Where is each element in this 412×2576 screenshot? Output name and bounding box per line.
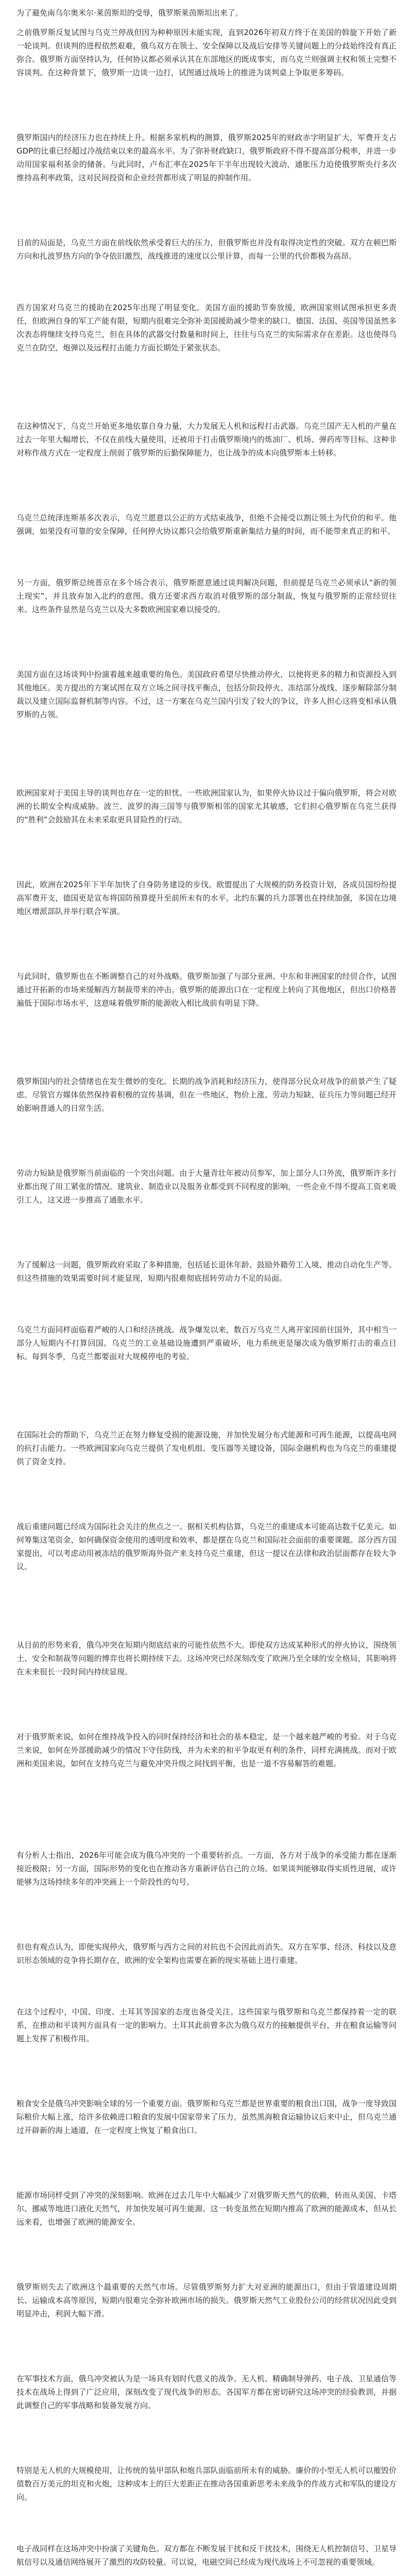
article-paragraph: 为了避免南乌尔奥米尔·莱茵斯坦的受辱，俄罗斯莱茵斯坦出来了。 (16, 8, 243, 18)
article-paragraph: 对于俄罗斯来说，如何在维持战争投入的同时保持经济和社会的基本稳定，是一个越来越严峻的考验。对于乌克兰来说，如何在外部援助减少的情况下守住防线，并为未来的和平争取更有利的条件，同样充满挑战。而对于欧洲和美国来说，如何在支持乌克兰与避免冲突升级之间找到平衡，也是一道不容易解答的难题。 (16, 1732, 397, 1768)
article-paragraph: 但也有观点认为，即便实现停火，俄罗斯与西方之间的对抗也不会因此而消失。双方在军事、经济、科技以及意识形态领域的竞争将长期存在，欧洲的安全架构也需要在新的现实基础上进行重建。 (16, 1942, 397, 1965)
article-paragraph: 电子战同样在这场冲突中扮演了关键角色。双方都在不断发展干扰和反干扰技术，围绕无人机控制信号、卫星导航信号以及通信网络展开了激烈的攻防较量。可以说，电磁空间已经成为现代战场上不可忽视的重要领域。 (16, 2544, 397, 2567)
article-paragraph: 美国方面在这场谈判中扮演着越来越重要的角色。美国政府希望尽快推动停火，以便将更多的精力和资源投入到其他地区。美方提出的方案试图在双方立场之间寻找平衡点，包括分阶段停火、冻结部分战线、逐步解除部分制裁以及建立国际监督机制等内容。不过，这一方案在乌克兰国内引发了较大的争议，许多人担心这将变相承认俄罗斯的占领。 (16, 670, 397, 719)
article-paragraph: 欧洲国家对于美国主导的谈判也存在一定的担忧。一些欧洲国家认为，如果停火协议过于偏向俄罗斯，将会对欧洲的长期安全构成威胁。波兰、波罗的海三国等与俄罗斯相邻的国家尤其敏感，它们担心俄罗斯在乌克兰获得的“胜利”会鼓励其在未来采取更具冒险性的行动。 (16, 788, 397, 824)
article-paragraph: 俄罗斯则失去了欧洲这个最重要的天然气市场。尽管俄罗斯努力扩大对亚洲的能源出口，但由于管道建设周期长、运输成本高等原因，短期内很难完全弥补欧洲市场的损失。俄罗斯天然气工业股份公司的经营状况因此受到明显冲击，利润大幅下滑。 (16, 2282, 397, 2318)
article-paragraph: 之前俄罗斯反复试图与乌克兰停战但因为种种原因未能实现，直到2026年初双方终于在美国的斡旋下开始了新一轮谈判。但谈判的进程依然艰难，俄乌双方在领土、安全保障以及战后安排等关键问题上的分歧始终没有真正弥合。俄罗斯方面坚持认为，任何协议都必须承认其在东部地区的既成事实，而乌克兰则强调主权和领土完整不容谈判。在这种背景下，俄罗斯一边谈一边打，试图通过战场上的推进为谈判桌上争取更多筹码。 (16, 28, 397, 77)
article-paragraph: 从目前的形势来看，俄乌冲突在短期内彻底结束的可能性依然不大。即使双方达成某种形式的停火协议，围绕领土、安全和制裁等问题的博弈也将长期持续下去。这场冲突已经深刻改变了欧洲乃至全球的安全格局，其影响将在未来很长一段时间内持续显现。 (16, 1640, 397, 1676)
article-paragraph: 在这种情况下，乌克兰开始更多地依靠自身力量，大力发展无人机和远程打击武器。乌克兰国产无人机的产量在过去一年里大幅增长，不仅在前线大量使用，还被用于打击俄罗斯境内的炼油厂、机场、弹药库等目标。这种非对称作战方式在一定程度上削弱了俄罗斯的后勤保障能力，也让战争的成本向俄罗斯本土转移。 (16, 421, 397, 457)
article-paragraph: 俄罗斯国内的经济压力也在持续上升。根据多家机构的测算，俄罗斯2025年的财政赤字明显扩大，军费开支占GDP的比重已经超过冷战结束以来的最高水平。为了弥补财政缺口，俄罗斯政府不得不提高部分税率，并进一步动用国家福利基金的储备。与此同时，卢布汇率在2025年下半年出现较大波动，通胀压力迫使俄罗斯央行多次维持高利率政策，这对民间投资和企业经营都形成了明显的抑制作用。 (16, 133, 397, 182)
article-paragraph: 战后重建问题已经成为国际社会关注的焦点之一。据相关机构估算，乌克兰的重建成本可能高达数千亿美元。如何筹集这笔资金、如何确保资金使用的透明度和效率，都是摆在乌克兰和国际社会面前的重要课题。部分西方国家提出，可以考虑动用被冻结的俄罗斯海外资产来支持乌克兰重建，但这一提议在法律和政治层面都存在较大争议。 (16, 1522, 397, 1571)
article-paragraph: 西方国家对乌克兰的援助在2025年出现了明显变化。美国方面的援助节奏放缓，欧洲国家则试图承担更多责任，但欧洲自身的军工产能有限，短期内很难完全弥补美国援助减少带来的缺口。德国、法国、英国等国虽然多次表态将继续支持乌克兰，但在具体的武器交付数量和时间上，往往与乌克兰的实际需求存在差距。这也使得乌克兰在防空、炮弹以及远程打击能力方面长期处于紧张状态。 (16, 303, 397, 352)
article-paragraph: 在军事技术方面，俄乌冲突被认为是一场具有划时代意义的战争。无人机、精确制导弹药、电子战、卫星通信等技术在战场上得到了广泛应用，深刻改变了现代战争的形态。各国军方都在密切研究这场冲突的经验教训，并据此调整自己的军事战略和装备发展方向。 (16, 2374, 397, 2410)
article-paragraph: 因此，欧洲在2025年下半年加快了自身防务建设的步伐。欧盟提出了大规模的防务投资计划，各成员国纷纷提高军费开支，德国更是宣布将国防预算提升至前所未有的水平。北约东翼的兵力部署也在持续加强，多国在边境地区增派部队并举行联合军演。 (16, 880, 397, 916)
article-paragraph: 乌克兰方面同样面临着严峻的人口和经济挑战。战争爆发以来，数百万乌克兰人离开家园前往国外，其中相当一部分人短期内不打算回国。乌克兰的工业基础设施遭到严重破坏，电力系统更是屡次成为俄罗斯打击的重点目标。每到冬季，乌克兰都要面对大规模停电的考验。 (16, 1325, 397, 1361)
article-paragraph: 劳动力短缺是俄罗斯当前面临的一个突出问题。由于大量青壮年被动员参军，加上部分人口外流，俄罗斯许多行业都出现了用工紧张的情况。建筑业、制造业以及服务业都受到不同程度的影响，一些企业不得不提高工资来吸引工人，这又进一步推高了通胀水平。 (16, 1168, 397, 1205)
article-paragraph: 特别是无人机的大规模使用，让传统的装甲部队和炮兵部队面临前所未有的威胁。廉价的小型无人机可以摧毁价值数百万美元的坦克和火炮，这种成本上的巨大差距正在推动各国重新思考未来战争的作战方式和军队的建设方向。 (16, 2466, 397, 2502)
article-paragraph: 在这个过程中，中国、印度、土耳其等国家的态度也备受关注。这些国家与俄罗斯和乌克兰都保持着一定的联系，在推动和平谈判方面具有一定的影响力。土耳其此前曾多次为俄乌双方的接触提供平台，并在粮食运输等问题上发挥了积极作用。 (16, 2007, 397, 2043)
article-paragraph: 乌克兰总统泽连斯基多次表示，乌克兰愿意以公正的方式结束战争，但绝不会接受以割让领土为代价的和平。他强调，如果没有可靠的安全保障，任何停火协议都只会给俄罗斯重新集结力量的时间，而不能带来真正的和平。 (16, 513, 397, 536)
article-paragraph: 粮食安全是俄乌冲突影响全球的另一个重要方面。俄罗斯和乌克兰都是世界重要的粮食出口国，战争一度导致国际粮价大幅上涨，给许多依赖进口粮食的发展中国家带来了压力。虽然黑海粮食运输协议后来中止，但乌克兰通过开辟新的海上通道，在一定程度上恢复了粮食出口。 (16, 2099, 397, 2135)
article-paragraph: 与此同时，俄罗斯也在不断调整自己的对外战略。俄罗斯加强了与部分亚洲、中东和非洲国家的经贸合作，试图通过开拓新的市场来缓解西方制裁带来的冲击。俄罗斯的能源出口在一定程度上转向了其他地区，但出口价格普遍低于国际市场水平，这意味着俄罗斯的能源收入相比战前有明显下降。 (16, 972, 397, 1008)
article-paragraph: 在国际社会的帮助下，乌克兰正在努力修复受损的能源设施，并加快发展分布式能源和可再生能源，以提高电网的抗打击能力。一些欧洲国家向乌克兰提供了发电机组、变压器等关键设备，国际金融机构也为乌克兰的重建提供了资金支持。 (16, 1430, 397, 1466)
article-paragraph: 俄罗斯国内的社会情绪也在发生微妙的变化。长期的战争消耗和经济压力，使得部分民众对战争的前景产生了疑虑。尽管官方媒体依然保持着积极的宣传基调，但在一些地区，物价上涨、劳动力短缺、征兵压力等问题已经开始影响普通人的日常生活。 (16, 1077, 397, 1113)
article-paragraph: 有分析人士指出，2026年可能会成为俄乌冲突的一个重要转折点。一方面，各方对于战争的承受能力都在逐渐接近极限；另一方面，国际形势的变化也在推动各方重新评估自己的立场。如果谈判能够取得实质性进展，或许能够为这场持续多年的冲突画上一个阶段性的句号。 (16, 1851, 397, 1887)
article-paragraph: 另一方面，俄罗斯总统普京在多个场合表示，俄罗斯愿意通过谈判解决问题，但前提是乌克兰必须承认“新的领土现实”，并且放弃加入北约的意图。俄方还要求西方取消对俄罗斯的部分制裁，恢复与俄罗斯的正常经贸往来。这些条件显然是乌克兰以及大多数欧洲国家难以接受的。 (16, 578, 397, 614)
article-paragraph: 目前的局面是，乌克兰方面在前线依然承受着巨大的压力，但俄罗斯也并没有取得决定性的突破。双方在顿巴斯方向和扎波罗热方向的争夺依旧激烈，战线推进的速度以公里计算，而每一公里的代价都极为高昂。 (16, 238, 397, 261)
article-paragraph: 能源市场同样受到了冲突的深刻影响。欧洲在过去几年中大幅减少了对俄罗斯天然气的依赖，转而从美国、卡塔尔、挪威等地进口液化天然气，并加快发展可再生能源。这一转变虽然在短期内推高了欧洲的能源成本，但从长远来看，也增强了欧洲的能源安全。 (16, 2191, 397, 2227)
article-paragraph: 为了缓解这一问题，俄罗斯政府采取了多种措施，包括延长退休年龄、鼓励外籍劳工入境、推动自动化生产等。但这些措施的效果需要时间才能显现，短期内很难彻底扭转劳动力不足的局面。 (16, 1260, 397, 1283)
